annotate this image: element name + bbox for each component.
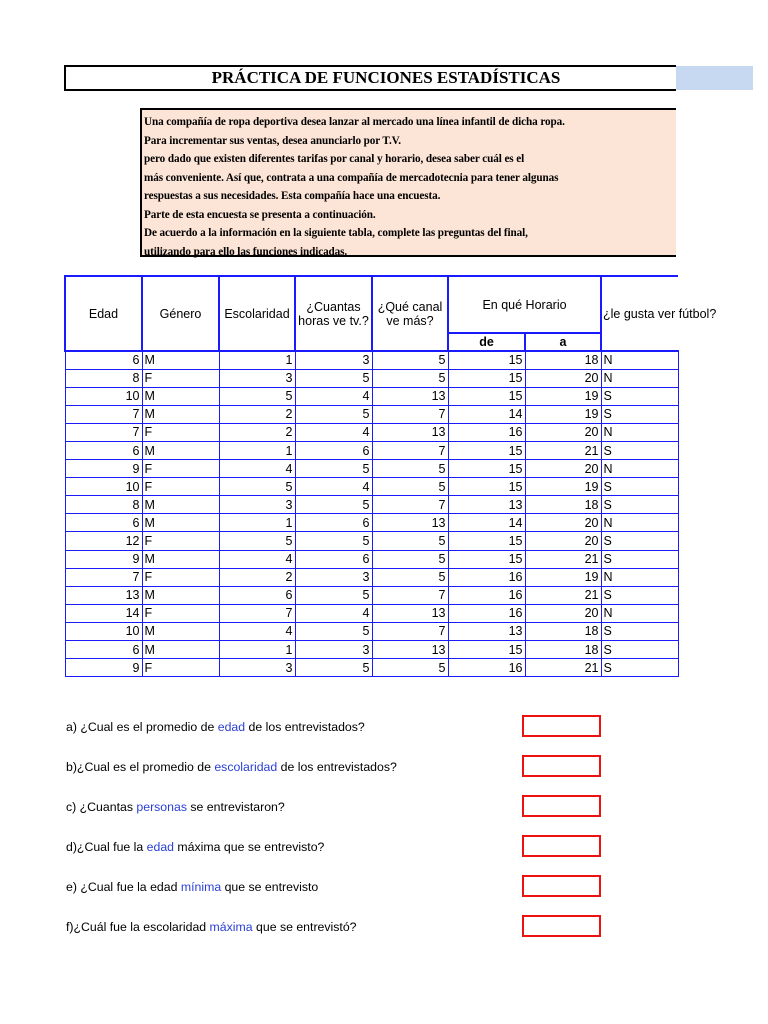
cell-futbol[interactable]: N <box>601 423 678 441</box>
cell-horario-de[interactable]: 14 <box>448 405 525 423</box>
cell-genero[interactable]: M <box>142 622 219 640</box>
answer-box-f[interactable] <box>522 915 601 937</box>
cell-horario-a[interactable]: 21 <box>525 550 601 568</box>
cell-futbol[interactable]: N <box>601 604 678 622</box>
cell-horario-de[interactable]: 15 <box>448 460 525 478</box>
cell-horas[interactable]: 5 <box>295 659 372 677</box>
table-row <box>65 405 678 423</box>
cell-genero[interactable]: M <box>142 641 219 659</box>
cell-genero[interactable]: M <box>142 496 219 514</box>
table-row <box>65 478 678 496</box>
cell-horario-a[interactable]: 20 <box>525 604 601 622</box>
cell-horario-de[interactable]: 16 <box>448 586 525 604</box>
question-text-post: se entrevistaron? <box>186 800 285 814</box>
header-horario-a: a <box>525 333 601 351</box>
cell-horario-de[interactable]: 15 <box>448 351 525 369</box>
cell-escolaridad[interactable]: 2 <box>219 405 295 423</box>
cell-escolaridad[interactable]: 2 <box>219 568 295 586</box>
cell-horas[interactable]: 4 <box>295 478 372 496</box>
cell-horas[interactable]: 5 <box>295 532 372 550</box>
cell-horas[interactable]: 5 <box>295 622 372 640</box>
cell-canal[interactable]: 5 <box>372 550 448 568</box>
intro-line: pero dado que existen diferentes tarifas por canal y horario, desea saber cuál es el <box>144 153 525 165</box>
header-futbol: ¿le gusta ver fútbol? <box>601 276 678 351</box>
table-row <box>65 532 678 550</box>
cell-futbol[interactable]: S <box>601 405 678 423</box>
cell-horas[interactable]: 3 <box>295 568 372 586</box>
cell-genero[interactable]: F <box>142 423 219 441</box>
cell-futbol[interactable]: N <box>601 568 678 586</box>
cell-horario-de[interactable]: 14 <box>448 514 525 532</box>
cell-canal[interactable]: 13 <box>372 514 448 532</box>
cell-horario-de[interactable]: 13 <box>448 496 525 514</box>
cell-edad[interactable]: 6 <box>65 351 142 369</box>
intro-line: Una compañía de ropa deportiva desea lanzar al mercado una línea infantil de dicha ropa. <box>144 116 565 128</box>
cell-genero[interactable]: M <box>142 351 219 369</box>
cell-horario-de[interactable]: 13 <box>448 622 525 640</box>
cell-genero[interactable]: M <box>142 441 219 459</box>
question-a <box>66 720 365 734</box>
header-canal: ¿Qué canal ve más? <box>372 276 448 351</box>
cell-horario-a[interactable]: 20 <box>525 460 601 478</box>
question-text-post: máxima que se entrevisto? <box>174 840 325 854</box>
question-text-post: de los entrevistados? <box>277 760 397 774</box>
cell-horas[interactable]: 4 <box>295 423 372 441</box>
cell-horario-de[interactable]: 15 <box>448 550 525 568</box>
question-text-post: que se entrevisto <box>221 880 319 894</box>
cell-futbol[interactable]: N <box>601 460 678 478</box>
cell-canal[interactable]: 5 <box>372 369 448 387</box>
header-edad: Edad <box>65 276 142 351</box>
cell-genero[interactable]: F <box>142 478 219 496</box>
cell-horario-a[interactable]: 21 <box>525 441 601 459</box>
cell-canal[interactable]: 5 <box>372 351 448 369</box>
cell-genero[interactable]: M <box>142 405 219 423</box>
cell-edad[interactable]: 10 <box>65 478 142 496</box>
intro-text-box <box>140 108 676 257</box>
cell-escolaridad[interactable]: 5 <box>219 478 295 496</box>
question-text-hl: edad <box>146 840 175 854</box>
cell-horario-a[interactable]: 20 <box>525 423 601 441</box>
cell-horas[interactable]: 5 <box>295 405 372 423</box>
cell-edad[interactable]: 12 <box>65 532 142 550</box>
cell-horario-de[interactable]: 15 <box>448 641 525 659</box>
cell-escolaridad[interactable]: 1 <box>219 351 295 369</box>
cell-edad[interactable]: 10 <box>65 622 142 640</box>
title-highlight-cell <box>676 66 753 90</box>
question-text-post: de los entrevistados? <box>245 720 365 734</box>
cell-canal[interactable]: 7 <box>372 622 448 640</box>
cell-escolaridad[interactable]: 4 <box>219 460 295 478</box>
header-horas-tv: ¿Cuantas horas ve tv.? <box>295 276 372 351</box>
question-text-pre: e) ¿Cual fue la edad <box>66 880 181 894</box>
table-row <box>65 423 678 441</box>
page-title: PRÁCTICA DE FUNCIONES ESTADÍSTICAS <box>64 65 676 91</box>
cell-futbol[interactable]: S <box>601 387 678 405</box>
cell-escolaridad[interactable]: 7 <box>219 604 295 622</box>
cell-horas[interactable]: 6 <box>295 441 372 459</box>
cell-edad[interactable]: 7 <box>65 568 142 586</box>
question-text-hl: mínima <box>180 880 222 894</box>
cell-canal[interactable]: 7 <box>372 496 448 514</box>
cell-horario-a[interactable]: 18 <box>525 496 601 514</box>
question-e <box>66 880 318 894</box>
intro-line: De acuerdo a la información en la siguiente tabla, complete las preguntas del final, <box>144 227 528 239</box>
question-text-pre: a) ¿Cual es el promedio de <box>66 720 218 734</box>
header-genero: Género <box>142 276 219 351</box>
cell-futbol[interactable]: S <box>601 659 678 677</box>
cell-horario-de[interactable]: 15 <box>448 478 525 496</box>
table-row <box>65 550 678 568</box>
intro-line: más conveniente. Así que, contrata a una compañía de mercadotecnia para tener algunas <box>144 171 559 184</box>
cell-futbol[interactable]: S <box>601 496 678 514</box>
cell-horario-a[interactable]: 21 <box>525 586 601 604</box>
cell-horario-a[interactable]: 20 <box>525 514 601 532</box>
cell-genero[interactable]: F <box>142 532 219 550</box>
cell-horario-de[interactable]: 15 <box>448 441 525 459</box>
cell-edad[interactable]: 6 <box>65 441 142 459</box>
cell-horario-a[interactable]: 21 <box>525 659 601 677</box>
cell-edad[interactable]: 10 <box>65 387 142 405</box>
header-escolaridad: Escolaridad <box>219 276 295 351</box>
cell-edad[interactable]: 7 <box>65 423 142 441</box>
cell-genero[interactable]: M <box>142 514 219 532</box>
question-text-hl: personas <box>136 800 187 814</box>
cell-escolaridad[interactable]: 3 <box>219 369 295 387</box>
cell-futbol[interactable]: S <box>601 441 678 459</box>
cell-edad[interactable]: 8 <box>65 369 142 387</box>
cell-canal[interactable]: 5 <box>372 568 448 586</box>
cell-edad[interactable]: 13 <box>65 586 142 604</box>
cell-horas[interactable]: 6 <box>295 514 372 532</box>
question-text-pre: b)¿Cual es el promedio de <box>66 760 215 774</box>
cell-escolaridad[interactable]: 5 <box>219 387 295 405</box>
cell-horario-a[interactable]: 18 <box>525 622 601 640</box>
table-row <box>65 604 678 622</box>
table-row <box>65 659 678 677</box>
question-c <box>66 800 285 814</box>
question-text-hl: máxima <box>209 920 253 934</box>
cell-genero[interactable]: F <box>142 460 219 478</box>
cell-futbol[interactable]: N <box>601 514 678 532</box>
header-horario-de: de <box>448 333 525 351</box>
cell-escolaridad[interactable]: 2 <box>219 423 295 441</box>
cell-futbol[interactable]: N <box>601 369 678 387</box>
table-row <box>65 369 678 387</box>
question-text-pre: d)¿Cual fue la <box>66 840 147 854</box>
cell-canal[interactable]: 5 <box>372 532 448 550</box>
question-text-pre: f)¿Cuál fue la escolaridad <box>66 920 210 934</box>
answer-box-e[interactable] <box>522 875 601 897</box>
table-row <box>65 641 678 659</box>
cell-horas[interactable]: 3 <box>295 641 372 659</box>
cell-edad[interactable]: 9 <box>65 550 142 568</box>
cell-futbol[interactable]: S <box>601 586 678 604</box>
cell-escolaridad[interactable]: 5 <box>219 532 295 550</box>
cell-canal[interactable]: 5 <box>372 478 448 496</box>
cell-edad[interactable]: 8 <box>65 496 142 514</box>
cell-horario-de[interactable]: 16 <box>448 423 525 441</box>
table-row <box>65 514 678 532</box>
cell-escolaridad[interactable]: 6 <box>219 586 295 604</box>
intro-line: Para incrementar sus ventas, desea anunciarlo por T.V. <box>144 134 401 147</box>
cell-genero[interactable]: F <box>142 604 219 622</box>
question-f <box>66 920 357 934</box>
cell-horario-a[interactable]: 20 <box>525 532 601 550</box>
cell-futbol[interactable]: S <box>601 478 678 496</box>
cell-horario-de[interactable]: 15 <box>448 369 525 387</box>
intro-line: utilizando para ello las funciones indicadas. <box>144 245 348 258</box>
cell-canal[interactable]: 7 <box>372 441 448 459</box>
cell-escolaridad[interactable]: 1 <box>219 441 295 459</box>
answer-box-a[interactable] <box>522 715 601 737</box>
cell-canal[interactable]: 13 <box>372 641 448 659</box>
cell-escolaridad[interactable]: 3 <box>219 659 295 677</box>
cell-escolaridad[interactable]: 1 <box>219 514 295 532</box>
header-horario: En qué Horario <box>448 276 601 333</box>
table-row <box>65 460 678 478</box>
cell-horas[interactable]: 5 <box>295 496 372 514</box>
table-row <box>65 387 678 405</box>
cell-escolaridad[interactable]: 3 <box>219 496 295 514</box>
cell-horario-de[interactable]: 15 <box>448 387 525 405</box>
cell-futbol[interactable]: N <box>601 351 678 369</box>
answer-box-d[interactable] <box>522 835 601 857</box>
cell-genero[interactable]: M <box>142 550 219 568</box>
cell-escolaridad[interactable]: 1 <box>219 641 295 659</box>
cell-horas[interactable]: 4 <box>295 604 372 622</box>
answer-box-c[interactable] <box>522 795 601 817</box>
cell-futbol[interactable]: S <box>601 550 678 568</box>
cell-canal[interactable]: 5 <box>372 460 448 478</box>
cell-horas[interactable]: 5 <box>295 586 372 604</box>
cell-horas[interactable]: 5 <box>295 460 372 478</box>
cell-horario-a[interactable]: 18 <box>525 641 601 659</box>
cell-canal[interactable]: 5 <box>372 659 448 677</box>
survey-table <box>64 275 717 677</box>
cell-horario-de[interactable]: 16 <box>448 604 525 622</box>
cell-edad[interactable]: 6 <box>65 514 142 532</box>
cell-horario-a[interactable]: 19 <box>525 405 601 423</box>
answer-box-b[interactable] <box>522 755 601 777</box>
cell-genero[interactable]: F <box>142 568 219 586</box>
cell-escolaridad[interactable]: 4 <box>219 622 295 640</box>
cell-futbol[interactable]: S <box>601 641 678 659</box>
table-row <box>65 622 678 640</box>
cell-horario-a[interactable]: 19 <box>525 568 601 586</box>
question-text-pre: c) ¿Cuantas <box>66 800 137 814</box>
cell-futbol[interactable]: S <box>601 532 678 550</box>
cell-horario-de[interactable]: 16 <box>448 659 525 677</box>
cell-canal[interactable]: 7 <box>372 586 448 604</box>
cell-horas[interactable]: 5 <box>295 369 372 387</box>
cell-edad[interactable]: 14 <box>65 604 142 622</box>
cell-genero[interactable]: F <box>142 369 219 387</box>
cell-edad[interactable]: 6 <box>65 641 142 659</box>
cell-horas[interactable]: 6 <box>295 550 372 568</box>
cell-genero[interactable]: M <box>142 586 219 604</box>
cell-horario-de[interactable]: 16 <box>448 568 525 586</box>
cell-canal[interactable]: 13 <box>372 604 448 622</box>
cell-horario-a[interactable]: 19 <box>525 478 601 496</box>
table-row <box>65 441 678 459</box>
question-text-hl: escolaridad <box>214 760 278 774</box>
cell-genero[interactable]: F <box>142 659 219 677</box>
cell-canal[interactable]: 7 <box>372 405 448 423</box>
cell-horario-a[interactable]: 19 <box>525 387 601 405</box>
cell-horas[interactable]: 3 <box>295 351 372 369</box>
cell-horario-de[interactable]: 15 <box>448 532 525 550</box>
cell-futbol[interactable]: S <box>601 622 678 640</box>
question-b <box>66 760 397 774</box>
table-row <box>65 568 678 586</box>
cell-horas[interactable]: 4 <box>295 387 372 405</box>
table-row <box>65 496 678 514</box>
table-row <box>65 586 678 604</box>
cell-canal[interactable]: 13 <box>372 387 448 405</box>
cell-canal[interactable]: 13 <box>372 423 448 441</box>
cell-escolaridad[interactable]: 4 <box>219 550 295 568</box>
cell-horario-a[interactable]: 18 <box>525 351 601 369</box>
question-d <box>66 840 324 854</box>
question-text-post: que se entrevistó? <box>252 920 357 934</box>
table-row <box>65 351 678 369</box>
cell-edad[interactable]: 9 <box>65 460 142 478</box>
intro-line: respuestas a sus necesidades. Esta compañía hace una encuesta. <box>144 190 441 202</box>
cell-horario-a[interactable]: 20 <box>525 369 601 387</box>
cell-edad[interactable]: 7 <box>65 405 142 423</box>
cell-edad[interactable]: 9 <box>65 659 142 677</box>
intro-line: Parte de esta encuesta se presenta a continuación. <box>144 208 376 221</box>
cell-genero[interactable]: M <box>142 387 219 405</box>
question-text-hl: edad <box>217 720 246 734</box>
